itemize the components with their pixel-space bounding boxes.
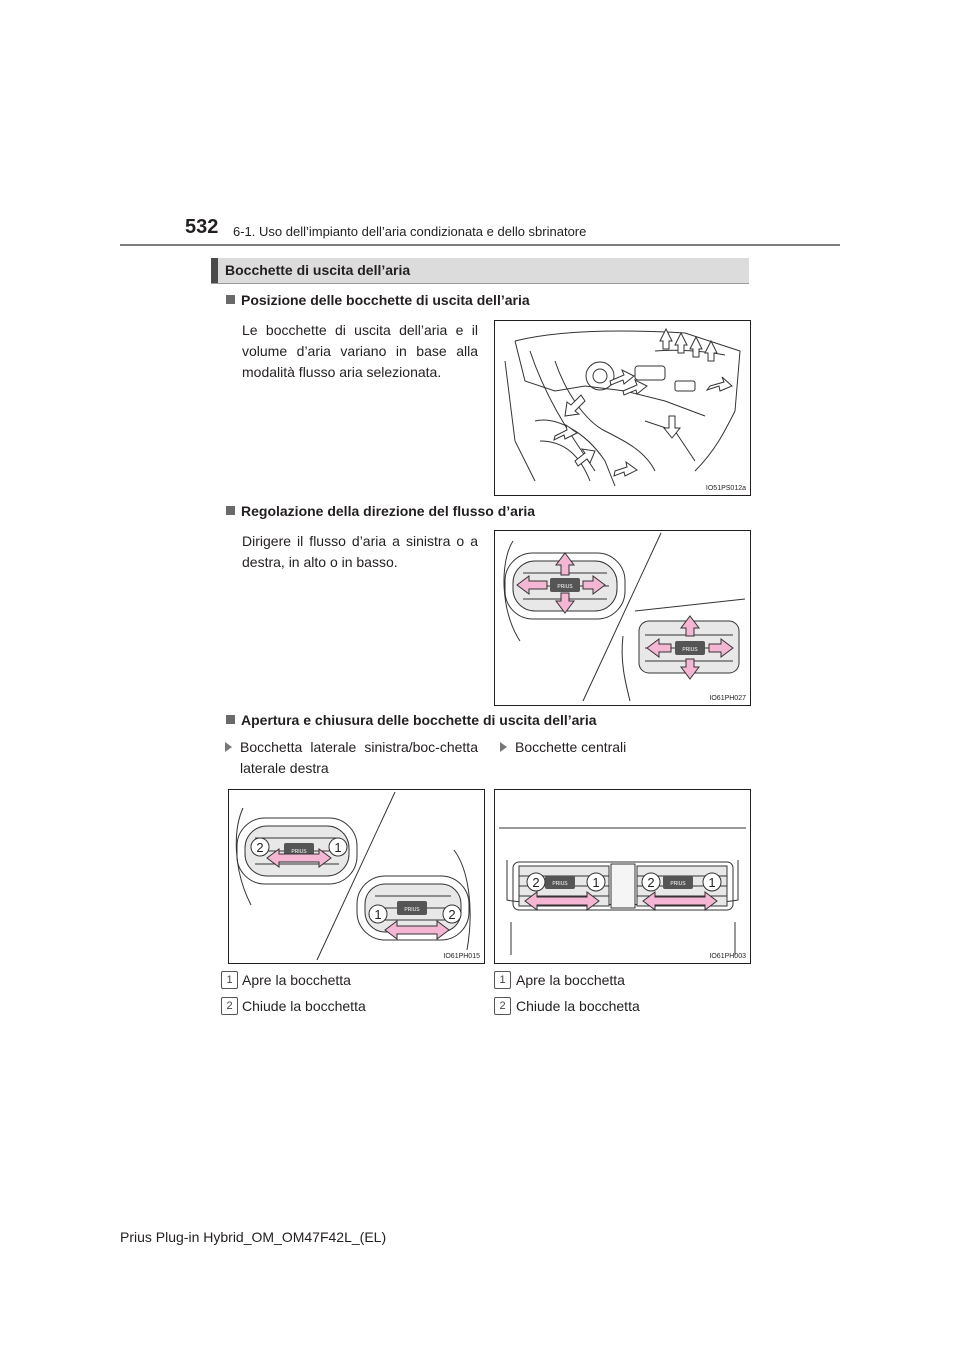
center-vent-label-text: Bocchette centrali	[515, 739, 627, 755]
square-bullet-icon	[226, 295, 235, 304]
legend-number: 1	[221, 971, 238, 989]
subsection-positions-title	[226, 292, 530, 308]
figure-center-vents	[494, 789, 751, 964]
right-legend	[494, 971, 754, 1021]
subsection-direction-title	[226, 503, 535, 519]
legend-text: Apre la bocchetta	[242, 972, 351, 988]
vent-label: PRIUS	[552, 881, 568, 887]
center-vents-illustration	[495, 790, 750, 963]
triangle-bullet-icon	[225, 742, 232, 752]
figure-code: IO61PH015	[443, 953, 480, 960]
chapter-title: 6-1. Uso dell’impianto dell’aria condizionata e dello sbrinatore	[233, 224, 587, 239]
legend-text: Apre la bocchetta	[516, 972, 625, 988]
section-heading-title: Bocchette di uscita dell’aria	[225, 262, 411, 278]
subsection-opening-title-text: Apertura e chiusura delle bocchette di uscita dell’aria	[241, 712, 597, 728]
triangle-bullet-icon	[500, 742, 507, 752]
footer-text: Prius Plug-in Hybrid_OM_OM47F42L_(EL)	[120, 1229, 387, 1245]
figure-side-vents	[228, 789, 485, 964]
subsection-opening-title	[226, 712, 597, 728]
page-number: 532	[185, 216, 219, 238]
legend-text: Chiude la bocchetta	[516, 998, 640, 1014]
direction-paragraph: Dirigere il flusso d’aria a sinistra o a destra, in alto o in basso.	[242, 533, 478, 570]
vent-label: PRIUS	[291, 849, 307, 855]
left-vent-label	[225, 737, 478, 779]
side-vents-illustration	[229, 790, 484, 963]
vent-label: PRIUS	[404, 907, 420, 913]
section-heading-bar	[211, 258, 218, 283]
header-rule	[120, 244, 840, 246]
callout-1: 1	[592, 875, 600, 890]
legend-number: 2	[494, 997, 511, 1015]
callout-1: 1	[374, 907, 382, 922]
square-bullet-icon	[226, 506, 235, 515]
callout-1: 1	[708, 875, 716, 890]
vent-direction-illustration	[495, 531, 750, 705]
figure-code: IO61PH027	[709, 695, 746, 702]
subsection-direction-title-text: Regolazione della direzione del flusso d’aria	[241, 503, 536, 519]
vent-label: PRIUS	[670, 881, 686, 887]
figure-direction	[494, 530, 751, 706]
callout-1: 1	[334, 840, 342, 855]
legend-number: 2	[221, 997, 238, 1015]
subsection-positions-title-text: Posizione delle bocchette di uscita dell’aria	[241, 292, 530, 308]
callout-2: 2	[448, 907, 456, 922]
section-heading	[211, 258, 749, 284]
left-legend	[221, 971, 481, 1021]
legend-number: 1	[494, 971, 511, 989]
dashboard-illustration	[495, 321, 750, 495]
positions-paragraph: Le bocchette di uscita dell’aria e il volume d’aria variano in base alla modalità flusso aria selezionata.	[242, 322, 478, 380]
left-vent-label-text: Bocchetta laterale sinistra/boc-chetta laterale destra	[240, 739, 478, 776]
square-bullet-icon	[226, 715, 235, 724]
callout-2: 2	[532, 875, 540, 890]
figure-code: IO61PH003	[709, 953, 746, 960]
figure-code: IO51PS012a	[705, 485, 746, 492]
callout-2: 2	[256, 840, 264, 855]
vent-label: PRIUS	[682, 647, 698, 653]
center-vent-label	[500, 737, 740, 758]
callout-2: 2	[647, 875, 655, 890]
figure-vent-positions	[494, 320, 751, 496]
vent-label: PRIUS	[557, 584, 573, 590]
legend-text: Chiude la bocchetta	[242, 998, 366, 1014]
